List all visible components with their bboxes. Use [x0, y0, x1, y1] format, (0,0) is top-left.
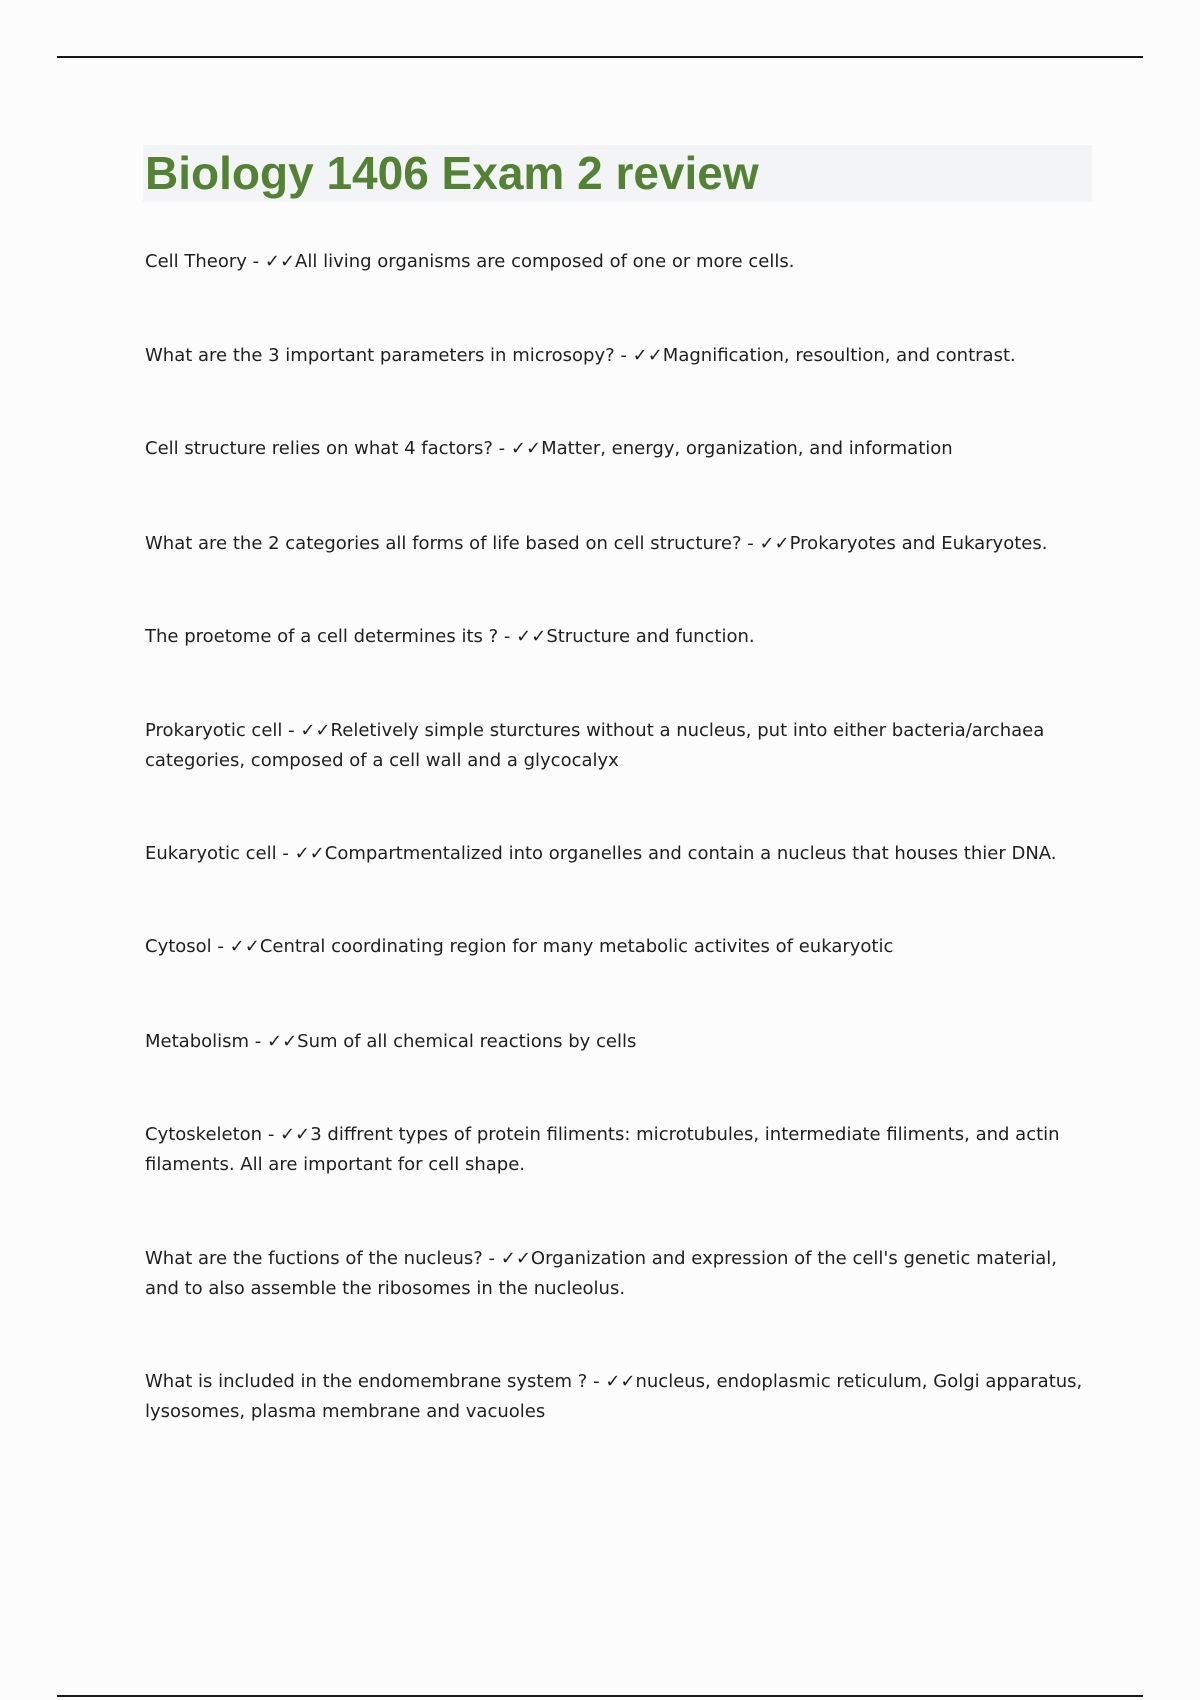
qa-answer: Structure and function. [546, 626, 755, 647]
qa-item [145, 434, 1095, 464]
double-check-icon: ✓✓ [264, 251, 296, 272]
qa-separator: - [482, 1248, 501, 1269]
qa-term: The proetome of a cell determines its ? [145, 626, 499, 647]
double-check-icon: ✓✓ [500, 1248, 531, 1269]
qa-term: Cell structure relies on what 4 factors? [145, 438, 493, 459]
qa-term: Metabolism [145, 1031, 250, 1052]
double-check-icon: ✓✓ [229, 936, 260, 957]
qa-term: Eukaryotic cell [145, 843, 277, 864]
double-check-icon: ✓✓ [516, 626, 547, 647]
qa-item [145, 839, 1095, 869]
qa-separator: - [614, 345, 633, 366]
footer-rule [57, 1695, 1143, 1697]
qa-item [145, 1027, 1095, 1057]
qa-answer: Magnification, resoultion, and contrast. [662, 345, 1016, 366]
qa-answer: All living organisms are composed of one or more cells. [295, 251, 795, 272]
qa-term: Cytoskeleton [145, 1124, 263, 1145]
qa-answer: Sum of all chemical reactions by cells [297, 1031, 637, 1052]
qa-separator: - [282, 720, 301, 741]
qa-separator: - [498, 626, 517, 647]
qa-term: What are the 2 categories all forms of life based on cell structure? [145, 533, 742, 554]
header-rule [57, 56, 1143, 58]
qa-separator: - [249, 1031, 267, 1052]
double-check-icon: ✓✓ [280, 1124, 311, 1145]
qa-answer: Organization and expression of the cell's genetic material, and to also assemble the ribosomes in the nucleolus. [145, 1248, 1057, 1299]
qa-item [145, 932, 1095, 962]
qa-term: Cytosol [145, 936, 212, 957]
qa-answer: Matter, energy, organization, and information [541, 438, 953, 459]
double-check-icon: ✓✓ [605, 1371, 636, 1392]
double-check-icon: ✓✓ [294, 843, 325, 864]
qa-answer: Prokaryotes and Eukaryotes. [789, 533, 1048, 554]
qa-separator: - [211, 936, 230, 957]
qa-term: What are the fuctions of the nucleus? [145, 1248, 483, 1269]
qa-item [145, 247, 1095, 277]
qa-answer: Reletively simple sturctures without a nucleus, put into either bacteria/archaea categories, composed of a cell wall and a glycocalyx [145, 720, 1045, 771]
page-title: Biology 1406 Exam 2 review [145, 147, 759, 199]
double-check-icon: ✓✓ [267, 1031, 298, 1052]
qa-separator: - [492, 438, 511, 459]
qa-term: Cell Theory [145, 251, 247, 272]
qa-item [145, 622, 1095, 652]
qa-term: Prokaryotic cell [145, 720, 283, 741]
double-check-icon: ✓✓ [632, 345, 663, 366]
qa-separator: - [262, 1124, 281, 1145]
qa-item [145, 341, 1095, 371]
qa-separator: - [246, 251, 265, 272]
qa-answer: Central coordinating region for many metabolic activites of eukaryotic [259, 936, 894, 957]
qa-item [145, 1367, 1095, 1427]
qa-answer: 3 diffrent types of protein filiments: microtubules, intermediate filiments, and actin filaments. All are important for cell shape. [145, 1124, 1060, 1175]
qa-item [145, 529, 1095, 559]
qa-separator: - [741, 533, 760, 554]
double-check-icon: ✓✓ [510, 438, 542, 459]
qa-answer: nucleus, endoplasmic reticulum, Golgi apparatus, lysosomes, plasma membrane and vacuoles [145, 1371, 1083, 1422]
double-check-icon: ✓✓ [759, 533, 790, 554]
qa-item [145, 1120, 1095, 1180]
qa-item [145, 716, 1095, 776]
qa-term: What is included in the endomembrane system ? [145, 1371, 588, 1392]
qa-separator: - [587, 1371, 606, 1392]
qa-term: What are the 3 important parameters in microsopy? [145, 345, 615, 366]
qa-answer: Compartmentalized into organelles and contain a nucleus that houses thier DNA. [324, 843, 1057, 864]
double-check-icon: ✓✓ [300, 720, 331, 741]
qa-item [145, 1244, 1095, 1304]
qa-separator: - [276, 843, 295, 864]
